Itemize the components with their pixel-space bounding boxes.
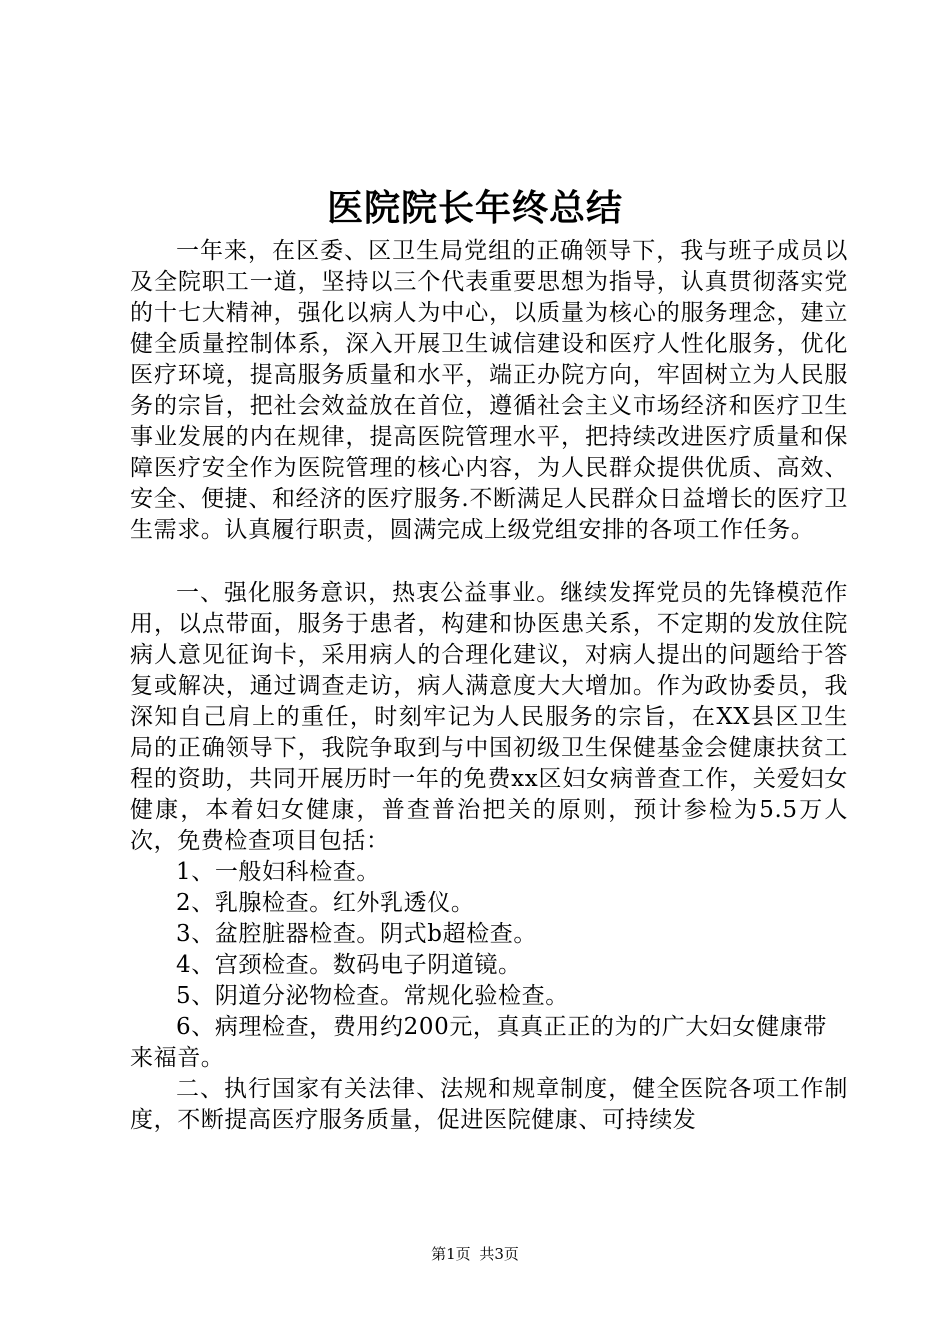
list-item: 5、阴道分泌物检查。常规化验检查。	[176, 983, 569, 1009]
intro-paragraph: 一年来，在区委、区卫生局党组的正确领导下，我与班子成员以及全院职工一道，坚持以三个代表重要思想为指导，认真贯彻落实党的十七大精神，强化以病人为中心，以质量为核心的服务理念，建立健全质量控制体系，深入开展卫生诚信建设和医疗人性化服务，优化医疗环境，提高服务质量和水平，端正办院方向，牢固树立为人民服务的宗旨，把社会效益放在首位，遵循社会主义市场经济和医疗卫生事业发展的内在规律，提高医院管理水平，把持续改进医疗质量和保障医疗安全作为医院管理的核心内容，为人民群众提供优质、高效、安全、便捷、和经济的医疗服务.不断满足人民群众日益增长的医疗卫生需求。认真履行职责，圆满完成上级党组安排的各项工作任务。	[130, 238, 848, 543]
list-item: 2、乳腺检查。红外乳透仪。	[176, 890, 475, 916]
list-item: 3、盆腔脏器检查。阴式b超检查。	[176, 921, 537, 947]
list-item: 6、病理检查，费用约200元，真真正正的为的广大妇女健康带来福音。	[130, 1014, 827, 1071]
page-footer	[0, 1244, 950, 1264]
document-body	[130, 236, 848, 1136]
list-item: 4、宫颈检查。数码电子阴道镜。	[176, 952, 522, 978]
paragraph-gap	[130, 546, 848, 578]
list-item: 1、一般妇科检查。	[176, 859, 381, 885]
section-1-paragraph: 一、强化服务意识，热衷公益事业。继续发挥党员的先锋模范作用，以点带面，服务于患者，构建和协医患关系，不定期的发放住院病人意见征询卡，采用病人的合理化建议，对病人提出的问题给于答复或解决，通过调查走访，病人满意度大大增加。作为政协委员，我深知自己肩上的重任，时刻牢记为人民服务的宗旨，在XX县区卫生局的正确领导下，我院争取到与中国初级卫生保健基金会健康扶贫工程的资助，共同开展历时一年的免费xx区妇女病普查工作，关爱妇女健康，本着妇女健康，普查普治把关的原则，预计参检为5.5万人次，免费检查项目包括：	[130, 580, 848, 854]
document-title: 医院院长年终总结	[326, 187, 623, 229]
page-total: 共3页	[479, 1245, 519, 1263]
section-2-paragraph: 二、执行国家有关法律、法规和规章制度，健全医院各项工作制度，不断提高医疗服务质量，促进医院健康、可持续发	[130, 1076, 848, 1133]
page-number: 第1页	[431, 1245, 471, 1263]
